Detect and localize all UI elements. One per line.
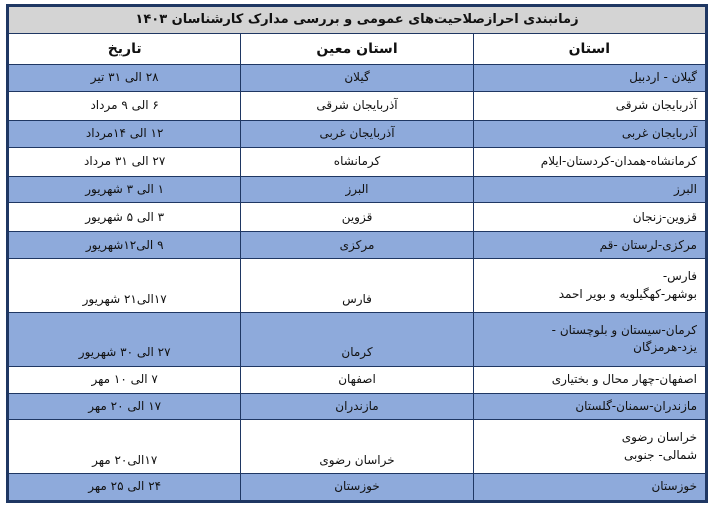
table-row	[9, 65, 706, 92]
cell-ostan-line: البرز	[673, 181, 697, 196]
cell-ostan-moein: گیلان	[241, 65, 473, 92]
cell-tarikh: ۹ الی۱۲شهریور	[9, 232, 241, 259]
cell-tarikh: ۱ الی ۳ شهریور	[9, 176, 241, 203]
cell-ostan	[473, 147, 705, 176]
cell-ostan-line: خراسان رضوی	[621, 430, 697, 445]
cell-tarikh: ۱۷الی۲۰ مهر	[9, 420, 241, 474]
cell-tarikh: ۱۷ الی ۲۰ مهر	[9, 393, 241, 420]
cell-tarikh: ۲۸ الی ۳۱ تیر	[9, 65, 241, 92]
cell-ostan-line: آذربایجان غربی	[621, 126, 697, 141]
cell-ostan-line: مرکزی-لرستان -قم	[599, 237, 697, 252]
cell-ostan-moein: البرز	[241, 176, 473, 203]
cell-ostan	[473, 393, 705, 420]
cell-ostan	[473, 91, 705, 120]
cell-tarikh: ۲۴ الی ۲۵ مهر	[9, 474, 241, 501]
cell-ostan	[473, 203, 705, 232]
cell-ostan-moein: آذربایجان شرقی	[241, 91, 473, 120]
cell-ostan-line: اصفهان-چهار محال و بختیاری	[551, 371, 697, 386]
table-row	[9, 393, 706, 420]
cell-ostan-moein: کرمانشاه	[241, 147, 473, 176]
table-title: زمانبندی احرازصلاحیت‌های عمومی و بررسی مدارک کارشناسان ۱۴۰۳	[9, 7, 706, 34]
cell-ostan-moein: مرکزی	[241, 232, 473, 259]
cell-tarikh: ۲۷ الی ۳۱ مرداد	[9, 147, 241, 176]
cell-ostan-line: خوزستان	[651, 479, 697, 494]
cell-tarikh: ۱۷الی۲۱ شهریور	[9, 259, 241, 313]
cell-ostan-line: فارس-	[662, 269, 697, 284]
cell-ostan-line: کرمانشاه-همدان-کردستان-ایلام	[540, 153, 697, 168]
cell-ostan-line: کرمان-سیستان و بلوچستان -	[551, 322, 697, 337]
cell-ostan-line: آذربایجان شرقی	[615, 98, 697, 113]
cell-ostan	[473, 232, 705, 259]
cell-ostan-line: بوشهر-کهگیلویه و بویر احمد	[558, 286, 697, 301]
cell-ostan-moein: قزوین	[241, 203, 473, 232]
cell-ostan-line: گیلان - اردبیل	[629, 70, 697, 85]
cell-tarikh: ۶ الی ۹ مرداد	[9, 91, 241, 120]
cell-ostan-line: یزد-هرمزگان	[633, 340, 697, 355]
cell-ostan-line: شمالی- جنوبی	[623, 447, 697, 462]
table-row	[9, 91, 706, 120]
header-tarikh: تاریخ	[9, 34, 241, 65]
cell-tarikh: ۷ الی ۱۰ مهر	[9, 366, 241, 393]
cell-tarikh: ۱۲ الی ۱۴مرداد	[9, 120, 241, 147]
cell-ostan	[473, 474, 705, 501]
cell-ostan	[473, 259, 705, 313]
cell-ostan-moein: اصفهان	[241, 366, 473, 393]
table-row	[9, 120, 706, 147]
cell-ostan-moein: خوزستان	[241, 474, 473, 501]
table-row	[9, 420, 706, 474]
cell-ostan	[473, 366, 705, 393]
cell-ostan-moein: کرمان	[241, 312, 473, 366]
table-row	[9, 176, 706, 203]
cell-ostan-moein: خراسان رضوی	[241, 420, 473, 474]
table-body	[9, 65, 706, 501]
table-row	[9, 259, 706, 313]
table-row	[9, 203, 706, 232]
header-ostan: استان	[473, 34, 705, 65]
cell-ostan-line: مازندران-سمنان-گلستان	[575, 398, 697, 413]
cell-ostan-line: قزوین-زنجان	[632, 209, 697, 224]
table-row	[9, 147, 706, 176]
cell-ostan-moein: آذربایجان غربی	[241, 120, 473, 147]
cell-ostan	[473, 420, 705, 474]
cell-ostan-moein: فارس	[241, 259, 473, 313]
table-row	[9, 312, 706, 366]
cell-tarikh: ۳ الی ۵ شهریور	[9, 203, 241, 232]
table-row	[9, 474, 706, 501]
cell-ostan	[473, 176, 705, 203]
cell-ostan-moein: مازندران	[241, 393, 473, 420]
table-row	[9, 232, 706, 259]
cell-ostan	[473, 120, 705, 147]
cell-ostan	[473, 65, 705, 92]
schedule-table-frame	[6, 4, 708, 503]
header-ostan-moein: استان معین	[241, 34, 473, 65]
schedule-table	[8, 6, 706, 501]
table-row	[9, 366, 706, 393]
cell-tarikh: ۲۷ الی ۳۰ شهریور	[9, 312, 241, 366]
cell-ostan	[473, 312, 705, 366]
